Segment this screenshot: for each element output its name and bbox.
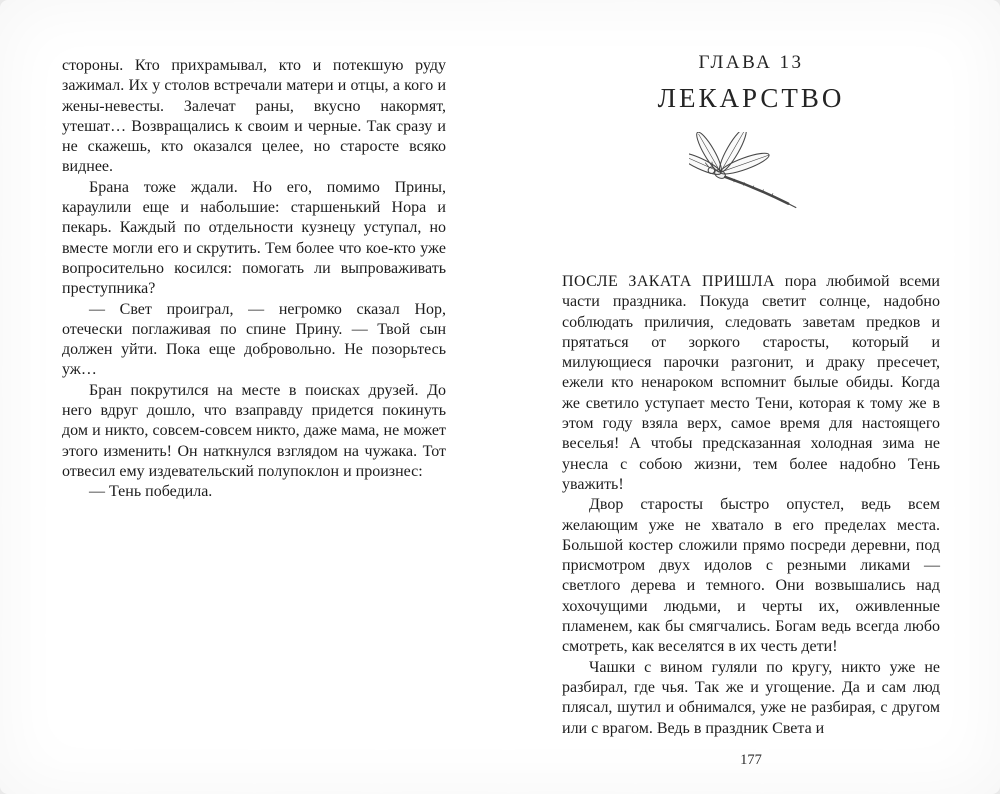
paragraph-opening (562, 272, 940, 495)
dragonfly-icon (689, 132, 813, 220)
lead-in-caps: ПОСЛЕ ЗАКАТА ПРИШЛА (562, 273, 775, 290)
paragraph-dialogue: — Тень победила. (89, 483, 213, 501)
chapter-title: ЛЕКАРСТВО (657, 83, 845, 113)
paragraph: стороны. Кто прихрамывал, кто и потекшую руду зажимал. Их у столов встречали матери и отцы, а кого и жены-невесты. Залечат раны, вкусно накормят, утешат… Возвращались к своим и черные. Так сразу и не скажешь, кто оказался целее, но старосте всяко виднее. (62, 57, 446, 176)
left-page (62, 56, 446, 503)
paragraph-dialogue: — Свет проиграл, — негромко сказал Нор, отечески поглаживая по спине Прину. — Твой сын должен уйти. Пока еще добровольно. Не позорьтесь уж… (62, 300, 446, 379)
paragraph: Бран покрутился на месте в поисках друзей. До него вдруг дошло, что взаправду придется покинуть дом и никто, совсем-совсем никто, даже мама, не может этого изменить! Он наткнулся взглядом на чужака. Тот отвесил ему издевательский полупоклон и произнес: (62, 381, 446, 480)
right-page (562, 52, 940, 739)
paragraph: Чашки с вином гуляли по кругу, никто уже не разбирал, где чья. Так же и угощение. Да и сам люд плясал, шутил и обнимался, уже не разбирая, с другом или с врагом. Ведь в праздник Света и (562, 658, 940, 737)
page-number: 177 (740, 752, 762, 768)
chapter-number: ГЛАВА 13 (698, 52, 804, 73)
chapter-body (562, 272, 940, 739)
chapter-illustration (562, 132, 940, 224)
paragraph-text: пора любимой всеми части праздника. Покуда светит солнце, надобно соблюдать приличия, следовать заветам предков и прятаться от зоркого старосты, который и милующиеся парочки разгонит, и драку пресечет, ежели кто ненароком вспомнит былые обиды. Когда же светило уступает место Тени, которая к тому же в этом году взяла верх, самое время для настоящего веселья! А чтобы предсказанная холодная зима не унесла с собою жизни, тем более надобно Тень уважить! (562, 273, 940, 493)
paragraph: Брана тоже ждали. Но его, помимо Прины, караулили еще и набольшие: старшенький Нора и пекарь. Каждый по отдельности кузнецу уступал, но вместе могли его и скрутить. Тем более что кое-кто уже вопросительно косился: помогать ли выпроваживать преступника? (62, 178, 446, 298)
paragraph: Двор старосты быстро опустел, ведь всем желающим уже не хватало в его пределах места. Большой костер сложили прямо посреди деревни, под присмотром двух идолов с резными ликами — светлого дерева и темного. Они возвышались над хохочущими людьми, и черты их, оживленные пламенем, как бы смягчались. Богам ведь всегда любо смотреть, как веселятся в их честь дети! (562, 496, 940, 656)
